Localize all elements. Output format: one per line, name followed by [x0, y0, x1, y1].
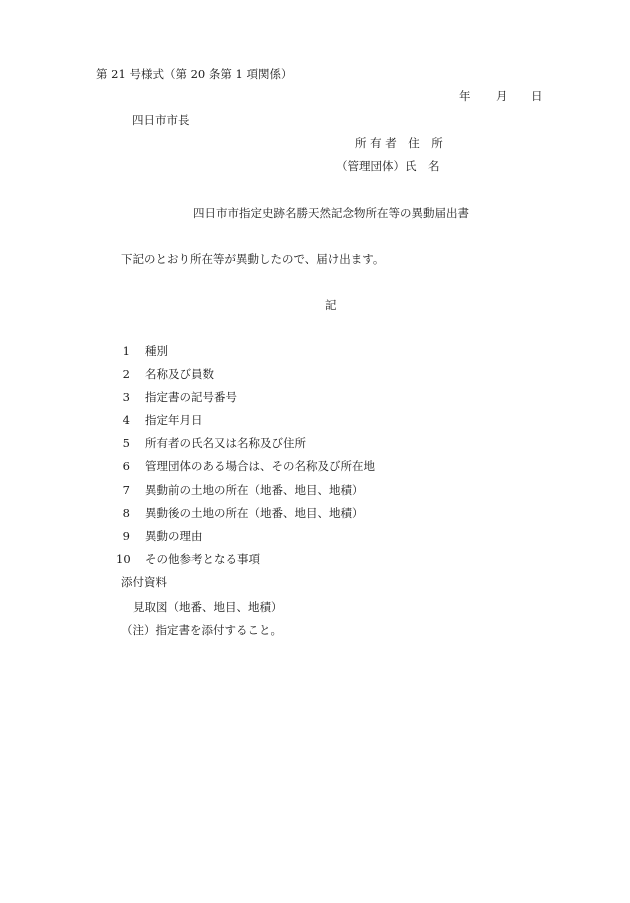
item-label: 異動後の土地の所在（地番、地目、地積） — [145, 506, 364, 520]
item-number: 8 — [122, 506, 130, 520]
item-label: 異動の理由 — [145, 529, 203, 543]
ki-heading: 記 — [325, 298, 337, 312]
attachments-heading: 添付資料 — [121, 575, 167, 589]
item-number: 10 — [116, 552, 131, 566]
item-label: 指定書の記号番号 — [145, 390, 237, 404]
item-number: 3 — [122, 390, 130, 404]
item-label: 異動前の土地の所在（地番、地目、地積） — [145, 483, 364, 497]
document-title: 四日市市指定史跡名勝天然記念物所在等の異動届出書 — [193, 206, 469, 220]
date-day: 日 — [531, 89, 543, 103]
item-number: 7 — [122, 483, 130, 497]
intro-text: 下記のとおり所在等が異動したので、届け出ます。 — [121, 252, 385, 266]
date-year: 年 — [459, 89, 471, 103]
item-label: その他参考となる事項 — [145, 552, 260, 566]
item-label: 所有者の氏名又は名称及び住所 — [145, 436, 306, 450]
item-number: 6 — [122, 459, 130, 473]
date-month: 月 — [496, 89, 508, 103]
addressee: 四日市市長 — [132, 113, 190, 127]
item-number: 2 — [122, 367, 130, 381]
applicant-name-label: （管理団体）氏 名 — [336, 159, 440, 173]
item-number: 4 — [122, 413, 130, 427]
attachment-item: 見取図（地番、地目、地積） — [133, 600, 283, 614]
item-number: 1 — [122, 344, 130, 358]
item-label: 指定年月日 — [145, 413, 203, 427]
item-number: 9 — [122, 529, 130, 543]
item-label: 管理団体のある場合は、その名称及び所在地 — [145, 459, 375, 473]
item-label: 名称及び員数 — [145, 367, 214, 381]
attachment-note: （注）指定書を添付すること。 — [121, 623, 282, 637]
item-number: 5 — [122, 436, 130, 450]
item-label: 種別 — [145, 344, 168, 358]
form-number: 第 21 号様式（第 20 条第 1 項関係） — [96, 67, 293, 81]
applicant-address-label: 所 有 者 住 所 — [355, 136, 443, 150]
